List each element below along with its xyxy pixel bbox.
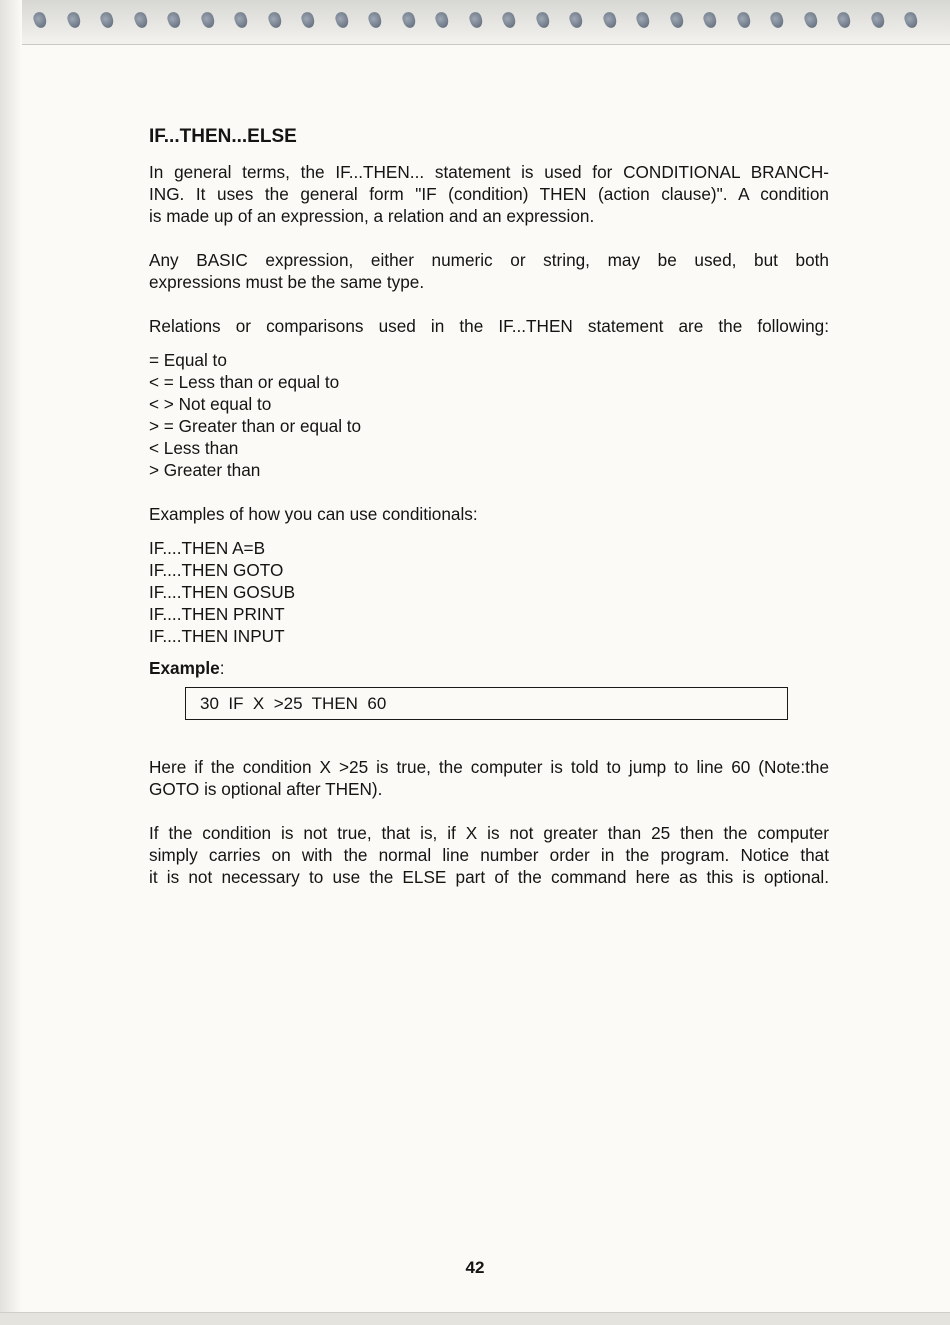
page-bottom-edge — [0, 1312, 950, 1325]
example-item: IF....THEN A=B — [149, 538, 266, 558]
binding-hole — [300, 11, 316, 30]
binding-hole — [501, 11, 517, 30]
section-title: IF...THEN...ELSE — [149, 126, 297, 147]
relation-item: < > Not equal to — [149, 394, 272, 414]
spiral-binding — [0, 0, 950, 45]
binding-hole — [467, 11, 483, 30]
binding-hole — [568, 11, 584, 30]
examples-list — [149, 537, 829, 647]
example-item: IF....THEN GOTO — [149, 560, 284, 580]
binding-hole — [735, 11, 751, 30]
example-label: Example — [149, 658, 220, 678]
relations-list — [149, 349, 829, 481]
binding-hole — [132, 11, 148, 30]
intro-line: is made up of an expression, a relation and an expression. — [149, 206, 595, 226]
binding-hole — [32, 11, 48, 30]
page-left-edge — [0, 0, 22, 1325]
binding-hole — [668, 11, 684, 30]
example-item: IF....THEN INPUT — [149, 626, 285, 646]
intro-line: ING. It uses the general form "IF (condition) THEN (action clause)". A condition — [149, 184, 829, 204]
binding-hole — [802, 11, 818, 30]
page-content — [149, 125, 829, 888]
expression-paragraph — [149, 249, 829, 293]
explanation-paragraph — [149, 756, 829, 800]
relations-intro: Relations or comparisons used in the IF...THEN statement are the following: — [149, 316, 829, 336]
explanation-line: Here if the condition X >25 is true, the computer is told to jump to line 60 (Note:the — [149, 757, 829, 777]
relation-item: < Less than — [149, 438, 239, 458]
binding-hole — [836, 11, 852, 30]
closing-line: simply carries on with the normal line number order in the program. Notice that — [149, 845, 829, 865]
relation-item: > = Greater than or equal to — [149, 416, 362, 436]
intro-paragraph — [149, 161, 829, 227]
binding-hole — [434, 11, 450, 30]
intro-line: In general terms, the IF...THEN... statement is used for CONDITIONAL BRANCH- — [149, 162, 829, 182]
binding-hole — [333, 11, 349, 30]
binding-hole — [266, 11, 282, 30]
binding-hole — [233, 11, 249, 30]
binding-hole — [166, 11, 182, 30]
explanation-line: GOTO is optional after THEN). — [149, 779, 383, 799]
closing-paragraph — [149, 822, 829, 888]
examples-intro: Examples of how you can use conditionals: — [149, 504, 478, 524]
binding-hole — [199, 11, 215, 30]
binding-hole — [869, 11, 885, 30]
binding-hole — [702, 11, 718, 30]
example-item: IF....THEN PRINT — [149, 604, 285, 624]
binding-hole — [635, 11, 651, 30]
expression-line: expressions must be the same type. — [149, 272, 425, 292]
closing-line: it is not necessary to use the ELSE part of the command here as this is optional. — [149, 867, 829, 887]
example-item: IF....THEN GOSUB — [149, 582, 296, 602]
example-heading — [149, 657, 829, 679]
code-example-box: 30 IF X >25 THEN 60 — [185, 687, 788, 720]
binding-hole — [400, 11, 416, 30]
binding-hole — [903, 11, 919, 30]
binding-hole — [601, 11, 617, 30]
expression-line: Any BASIC expression, either numeric or string, may be used, but both — [149, 250, 829, 270]
relation-item: = Equal to — [149, 350, 227, 370]
closing-line: If the condition is not true, that is, if X is not greater than 25 then the computer — [149, 823, 829, 843]
binding-hole — [769, 11, 785, 30]
binding-hole — [534, 11, 550, 30]
binding-hole — [65, 11, 81, 30]
relation-item: < = Less than or equal to — [149, 372, 340, 392]
binding-hole — [99, 11, 115, 30]
page-number: 42 — [465, 1258, 485, 1277]
binding-hole — [367, 11, 383, 30]
relation-item: > Greater than — [149, 460, 261, 480]
example-colon: : — [219, 658, 225, 678]
